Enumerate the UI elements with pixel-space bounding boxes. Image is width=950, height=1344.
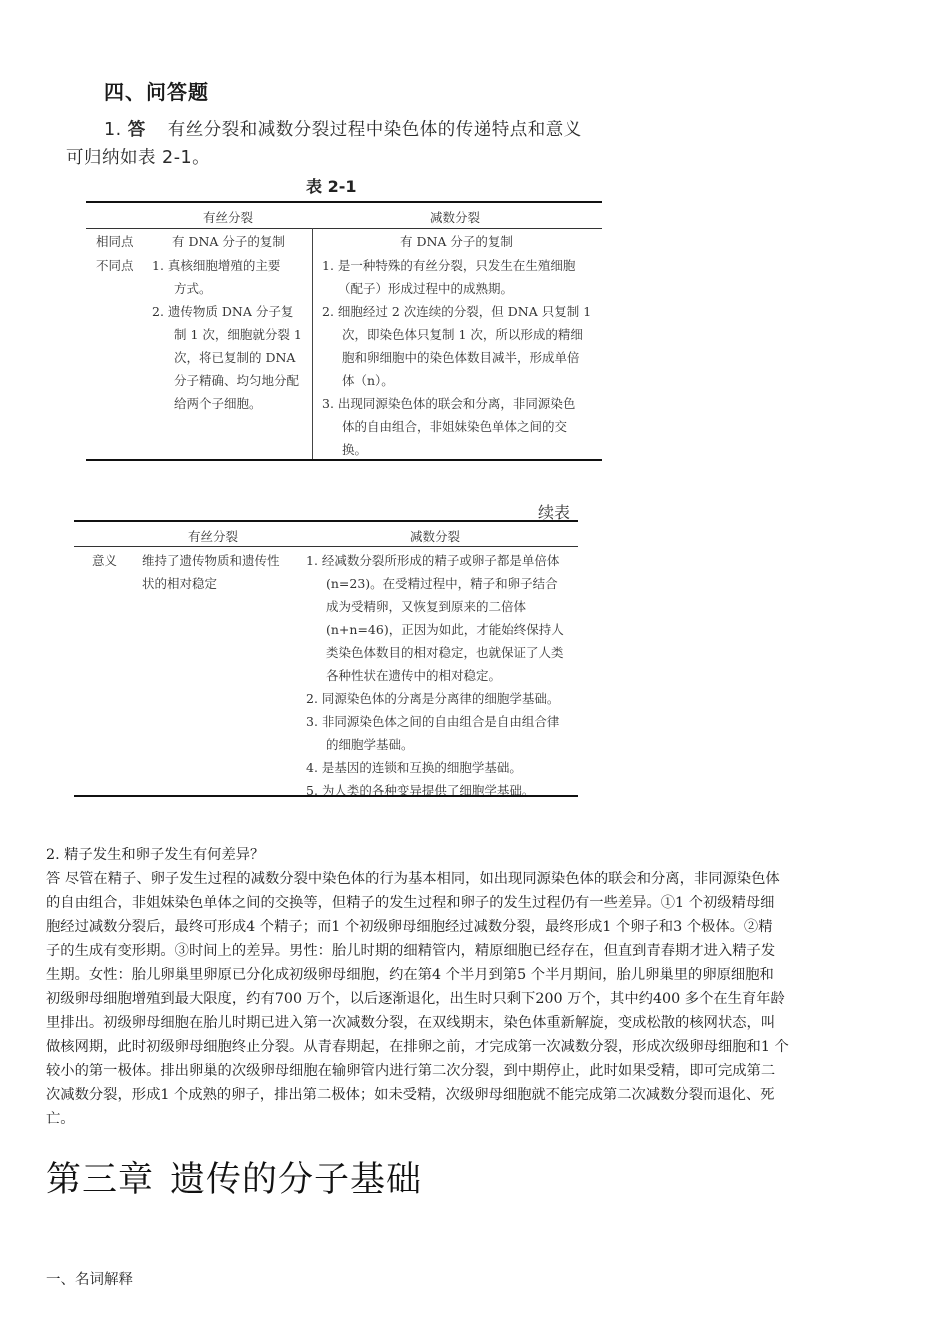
table-1-diff-meiosis-line: 胞和卵细胞中的染色体数目减半，形成单倍 xyxy=(342,350,580,365)
table-1-diff-meiosis-line: 2. 细胞经过 2 次连续的分裂，但 DNA 只复制 1 xyxy=(322,304,592,319)
question-2-answer-line: 答 尽管在精子、卵子发生过程的减数分裂中染色体的行为基本相同，如出现同源染色体的联会和分离，非同源染色体 xyxy=(46,871,780,887)
table-2-row-label: 意义 xyxy=(92,553,118,568)
table-1-diff-meiosis-line: 3. 出现同源染色体的联会和分离，非同源染色 xyxy=(322,396,576,411)
table-2-meiosis-line: 3. 非同源染色体之间的自由组合是自由组合律 xyxy=(306,714,560,729)
table-1-diff-meiosis-line: 换。 xyxy=(342,442,368,457)
table-1-header-meiosis: 减数分裂 xyxy=(430,210,481,225)
table-1-diff-meiosis-line: 体的自由组合，非姐妹染色单体之间的交 xyxy=(342,419,568,434)
table-2-header-rule xyxy=(74,546,578,547)
subsection-heading: 一、名词解释 xyxy=(46,1272,133,1288)
question-2-answer-line: 做核网期，此时初级卵母细胞终止分裂。从青春期起，在排卵之前，才完成第一次减数分裂，形成次级卵母细胞和1 个 xyxy=(46,1039,789,1055)
table-2-mitosis-line: 状的相对稳定 xyxy=(142,576,218,591)
section-heading: 四、问答题 xyxy=(104,80,209,104)
table-1-diff-mitosis-line: 分子精确、均匀地分配 xyxy=(174,373,300,388)
question-2-answer-line: 次减数分裂，形成1 个成熟的卵子，排出第二极体；如未受精，次级卵母细胞就不能完成第二次减数分裂而退化、死 xyxy=(46,1087,775,1103)
table-1-diff-mitosis-line: 2. 遗传物质 DNA 分子复 xyxy=(152,304,294,319)
question-2-answer-line: 生期。女性：胎儿卵巢里卵原已分化成初级卵母细胞，约在第4 个半月到第5 个半月期间，胎儿卵巢里的卵原细胞和 xyxy=(46,967,774,983)
table-2-meiosis-line: 各种性状在遗传中的相对稳定。 xyxy=(326,668,502,683)
answer-number: 1. xyxy=(104,120,122,140)
table-1-diff-label: 不同点 xyxy=(96,258,134,273)
question-2-answer-line: 子的生成有变形期。③时间上的差异。男性：胎儿时期的细精管内，精原细胞已经存在，但直到青春期才进入精子发 xyxy=(46,943,776,959)
table-2-meiosis-line: 5. 为人类的各种变异提供了细胞学基础。 xyxy=(306,783,535,798)
question-2-answer-line: 初级卵母细胞增殖到最大限度，约有700 万个，以后逐渐退化，出生时只剩下200 万个，其中约400 多个在生育年龄 xyxy=(46,991,785,1007)
answer-intro-line-1 xyxy=(104,116,582,141)
table-1-diff-meiosis-line: （配子）形成过程中的成熟期。 xyxy=(338,281,514,296)
answer-mark: 答 xyxy=(127,120,146,140)
question-2-answer-line: 里排出。初级卵母细胞在胎儿时期已进入第一次减数分裂，在双线期末，染色体重新解旋，变成松散的核网状态，叫 xyxy=(46,1015,776,1031)
question-2-title: 2. 精子发生和卵子发生有何差异？ xyxy=(46,847,265,863)
table-2-header-meiosis: 减数分裂 xyxy=(410,529,461,544)
table-2-meiosis-line: 的细胞学基础。 xyxy=(326,737,414,752)
table-1-bottom-rule xyxy=(86,459,602,461)
table-2-meiosis-line: 4. 是基因的连锁和互换的细胞学基础。 xyxy=(306,760,522,775)
chapter-title xyxy=(46,1152,422,1202)
table-2-meiosis-line: 2. 同源染色体的分离是分离律的细胞学基础。 xyxy=(306,691,560,706)
question-2-answer-line: 亡。 xyxy=(46,1111,75,1127)
table-2-top-rule xyxy=(74,520,578,522)
chapter-name: 遗传的分子基础 xyxy=(170,1160,423,1200)
table-2-meiosis-line: 1. 经减数分裂所形成的精子或卵子都是单倍体 xyxy=(306,553,560,568)
continued-label: 续表 xyxy=(538,503,571,522)
table-1-same-meiosis: 有 DNA 分子的复制 xyxy=(400,234,513,249)
table-2-meiosis-line: (n+n=46)，正因为如此，才能始终保持人 xyxy=(326,622,564,637)
question-2-answer-line: 较小的第一极体。排出卵巢的次级卵母细胞在输卵管内进行第二次分裂，到中期停止，此时如果受精，即可完成第二 xyxy=(46,1063,776,1079)
table-1-diff-mitosis-line: 1. 真核细胞增殖的主要 xyxy=(152,258,281,273)
table-1-column-divider xyxy=(312,228,313,459)
table-1-same-label: 相同点 xyxy=(96,234,134,249)
answer-intro-text: 有丝分裂和减数分裂过程中染色体的传递特点和意义 xyxy=(167,120,582,140)
question-2-answer-line: 胞经过减数分裂后，最终可形成4 个精子；而1 个初级卵母细胞经过减数分裂，最终形成1 个卵子和3 个极体。②精 xyxy=(46,919,773,935)
table-1-diff-mitosis-line: 方式。 xyxy=(174,281,212,296)
table-1-header-rule xyxy=(86,228,602,229)
table-caption: 表 2-1 xyxy=(306,177,357,196)
question-2-answer-line: 的自由组合，非姐妹染色单体之间的交换等，但精子的发生过程和卵子的发生过程仍有一些差异。①1 个初级精母细 xyxy=(46,895,775,911)
table-1-header-mitosis: 有丝分裂 xyxy=(203,210,254,225)
chapter-number: 第三章 xyxy=(46,1160,155,1200)
answer-intro-line-2: 可归纳如表 2-1。 xyxy=(66,148,211,168)
table-1-diff-mitosis-line: 制 1 次，细胞就分裂 1 xyxy=(174,327,302,342)
table-2-mitosis-line: 维持了遗传物质和遗传性 xyxy=(142,553,280,568)
table-1-diff-meiosis-line: 体（n）。 xyxy=(342,373,394,388)
table-1-diff-mitosis-line: 给两个子细胞。 xyxy=(174,396,262,411)
table-2-meiosis-line: 类染色体数目的相对稳定，也就保证了人类 xyxy=(326,645,564,660)
table-2-meiosis-line: 成为受精卵，又恢复到原来的二倍体 xyxy=(326,599,527,614)
table-2-bottom-rule xyxy=(74,795,578,797)
table-2-meiosis-line: (n=23)。在受精过程中，精子和卵子结合 xyxy=(326,576,558,591)
table-1-diff-mitosis-line: 次，将已复制的 DNA xyxy=(174,350,296,365)
table-1-top-rule xyxy=(86,201,602,203)
table-2-header-mitosis: 有丝分裂 xyxy=(188,529,239,544)
table-1-diff-meiosis-line: 1. 是一种特殊的有丝分裂，只发生在生殖细胞 xyxy=(322,258,576,273)
table-1-same-mitosis: 有 DNA 分子的复制 xyxy=(172,234,285,249)
table-1-diff-meiosis-line: 次，即染色体只复制 1 次，所以形成的精细 xyxy=(342,327,583,342)
